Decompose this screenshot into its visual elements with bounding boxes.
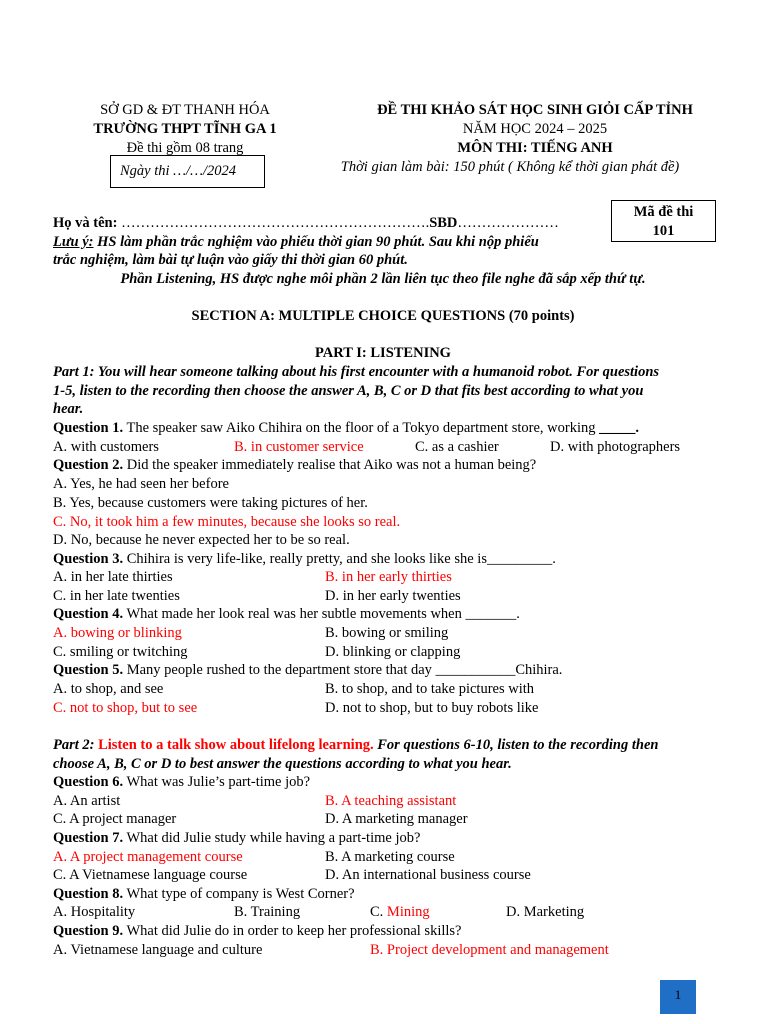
answer-blank: _____. — [599, 420, 640, 436]
q6-option-b: B. A teaching assistant — [325, 793, 457, 809]
q7-option-a: A. A project management course — [53, 849, 243, 865]
q3-option-d: D. in her early twenties — [325, 588, 461, 604]
question-label: Question 6. — [53, 774, 124, 790]
question-8 — [53, 885, 355, 903]
answer-blank: _______. — [465, 606, 520, 622]
part1-intro-3: hear. — [53, 401, 84, 417]
exam-date-box — [110, 155, 265, 188]
q2-option-d: D. No, because he never expected her to be so real. — [53, 532, 350, 548]
q1-option-d: D. with photographers — [550, 439, 681, 455]
question-3 — [53, 550, 556, 568]
duration: Thời gian làm bài: 150 phút ( Không kể thời gian phát đề) — [340, 159, 680, 175]
part2-intro-2: choose A, B, C or D to best answer the questions according to what you hear. — [53, 756, 512, 772]
page-count: Đề thi gồm 08 trang — [126, 140, 244, 156]
page-number: 1 — [660, 980, 696, 1014]
q2-option-a: A. Yes, he had seen her before — [53, 476, 229, 492]
note-label: Lưu ý: — [53, 234, 94, 250]
note-line-3: Phần Listening, HS được nghe môi phần 2 lần liên tục theo file nghe đã sắp xếp thứ tự. — [120, 271, 646, 287]
sbd-dots: ………………… — [457, 215, 559, 231]
note-line-1 — [53, 233, 539, 251]
part-title: PART I: LISTENING — [315, 345, 451, 361]
q3-option-c: C. in her late twenties — [53, 588, 180, 604]
q5-option-a: A. to shop, and see — [53, 681, 164, 697]
question-label: Question 9. — [53, 923, 124, 939]
q5-option-b: B. to shop, and to take pictures with — [325, 681, 535, 697]
name-label: Họ và tên: — [53, 215, 118, 231]
exam-title: ĐỀ THI KHẢO SÁT HỌC SINH GIỎI CẤP TỈNH — [377, 102, 693, 118]
q4-option-c: C. smiling or twitching — [53, 644, 188, 660]
q3-option-a: A. in her late thirties — [53, 569, 173, 585]
question-9 — [53, 922, 462, 940]
note-text-1: HS làm phần trắc nghiệm vào phiếu thời gian 90 phút. Sau khi nộp phiếu — [93, 234, 539, 250]
question-text: What did Julie do in order to keep her professional skills? — [123, 923, 462, 939]
question-label: Question 8. — [53, 886, 124, 902]
section-title: SECTION A: MULTIPLE CHOICE QUESTIONS (70 points) — [191, 308, 575, 324]
subject: MÔN THI: TIẾNG ANH — [457, 140, 613, 156]
part2-topic: Listen to a talk show about lifelong learning. — [94, 737, 374, 753]
q6-option-a: A. An artist — [53, 793, 121, 809]
question-2 — [53, 456, 536, 474]
q3-option-b: B. in her early thirties — [325, 569, 452, 585]
q1-option-c: C. as a cashier — [415, 439, 499, 455]
school-name: TRƯỜNG THPT TĨNH GA 1 — [93, 121, 277, 137]
question-4 — [53, 605, 520, 623]
q1-option-b: B. in customer service — [234, 439, 364, 455]
q9-option-a: A. Vietnamese language and culture — [53, 942, 263, 958]
part1-intro-1: Part 1: You will hear someone talking about his first encounter with a humanoid robot. For questions — [53, 364, 660, 380]
answer-blank: ___________ — [435, 662, 516, 678]
question-6 — [53, 773, 310, 791]
question-5 — [53, 661, 562, 679]
question-text: What type of company is West Corner? — [123, 886, 355, 902]
exam-code-box — [611, 200, 716, 242]
q2-option-b: B. Yes, because customers were taking pictures of her. — [53, 495, 368, 511]
question-text: What made her look real was her subtle movements when — [123, 606, 466, 622]
q5-option-d: D. not to shop, but to buy robots like — [325, 700, 539, 716]
question-label: Question 2. — [53, 457, 124, 473]
question-text: What was Julie’s part-time job? — [123, 774, 311, 790]
question-7 — [53, 829, 420, 847]
part1-intro-2: 1-5, listen to the recording then choose the answer A, B, C or D that fits best according to what you — [53, 383, 644, 399]
exam-date: Ngày thi …/…/2024 — [120, 163, 237, 179]
exam-code: 101 — [652, 223, 675, 239]
question-1 — [53, 419, 639, 437]
question-text: What did Julie study while having a part-time job? — [123, 830, 421, 846]
question-text: Many people rushed to the department store that day — [123, 662, 436, 678]
school-year: NĂM HỌC 2024 – 2025 — [462, 121, 608, 137]
name-dots: ………………………………………………………. — [117, 215, 430, 231]
question-text: Did the speaker immediately realise that Aiko was not a human being? — [123, 457, 537, 473]
q8-option-c — [370, 903, 430, 921]
option-text: Mining — [386, 904, 430, 920]
q4-option-d: D. blinking or clapping — [325, 644, 461, 660]
q1-option-a: A. with customers — [53, 439, 159, 455]
q9-option-b: B. Project development and management — [370, 942, 609, 958]
question-text: The speaker saw Aiko Chihira on the floor of a Tokyo department store, working — [123, 420, 600, 436]
candidate-line — [53, 214, 559, 232]
option-prefix: C. — [370, 904, 387, 920]
q2-option-c: C. No, it took him a few minutes, because she looks so real. — [53, 514, 401, 530]
note-line-2: trắc nghiệm, làm bài tự luận vào giấy thi thời gian 60 phút. — [53, 252, 408, 268]
question-label: Question 4. — [53, 606, 124, 622]
part2-instructions: For questions 6-10, listen to the recording then — [373, 737, 659, 753]
question-text: Chihira is very life-like, really pretty, and she looks like she is — [123, 551, 487, 567]
q7-option-d: D. An international business course — [325, 867, 531, 883]
answer-blank: _________. — [486, 551, 556, 567]
question-label: Question 7. — [53, 830, 124, 846]
question-label: Question 5. — [53, 662, 124, 678]
q8-option-d: D. Marketing — [506, 904, 585, 920]
q7-option-c: C. A Vietnamese language course — [53, 867, 248, 883]
part2-intro-1 — [53, 736, 658, 754]
q4-option-a: A. bowing or blinking — [53, 625, 182, 641]
q6-option-d: D. A marketing manager — [325, 811, 468, 827]
q5-option-c: C. not to shop, but to see — [53, 700, 198, 716]
q8-option-b: B. Training — [234, 904, 301, 920]
q8-option-a: A. Hospitality — [53, 904, 136, 920]
part2-label: Part 2: — [53, 737, 95, 753]
q7-option-b: B. A marketing course — [325, 849, 455, 865]
question-text-after: Chihira. — [515, 662, 563, 678]
sbd-label: SBD — [429, 215, 458, 231]
q6-option-c: C. A project manager — [53, 811, 177, 827]
exam-code-label: Mã đề thi — [633, 204, 694, 220]
question-label: Question 1. — [53, 420, 124, 436]
q4-option-b: B. bowing or smiling — [325, 625, 449, 641]
dept-name: SỞ GD & ĐT THANH HÓA — [100, 102, 270, 118]
question-label: Question 3. — [53, 551, 124, 567]
